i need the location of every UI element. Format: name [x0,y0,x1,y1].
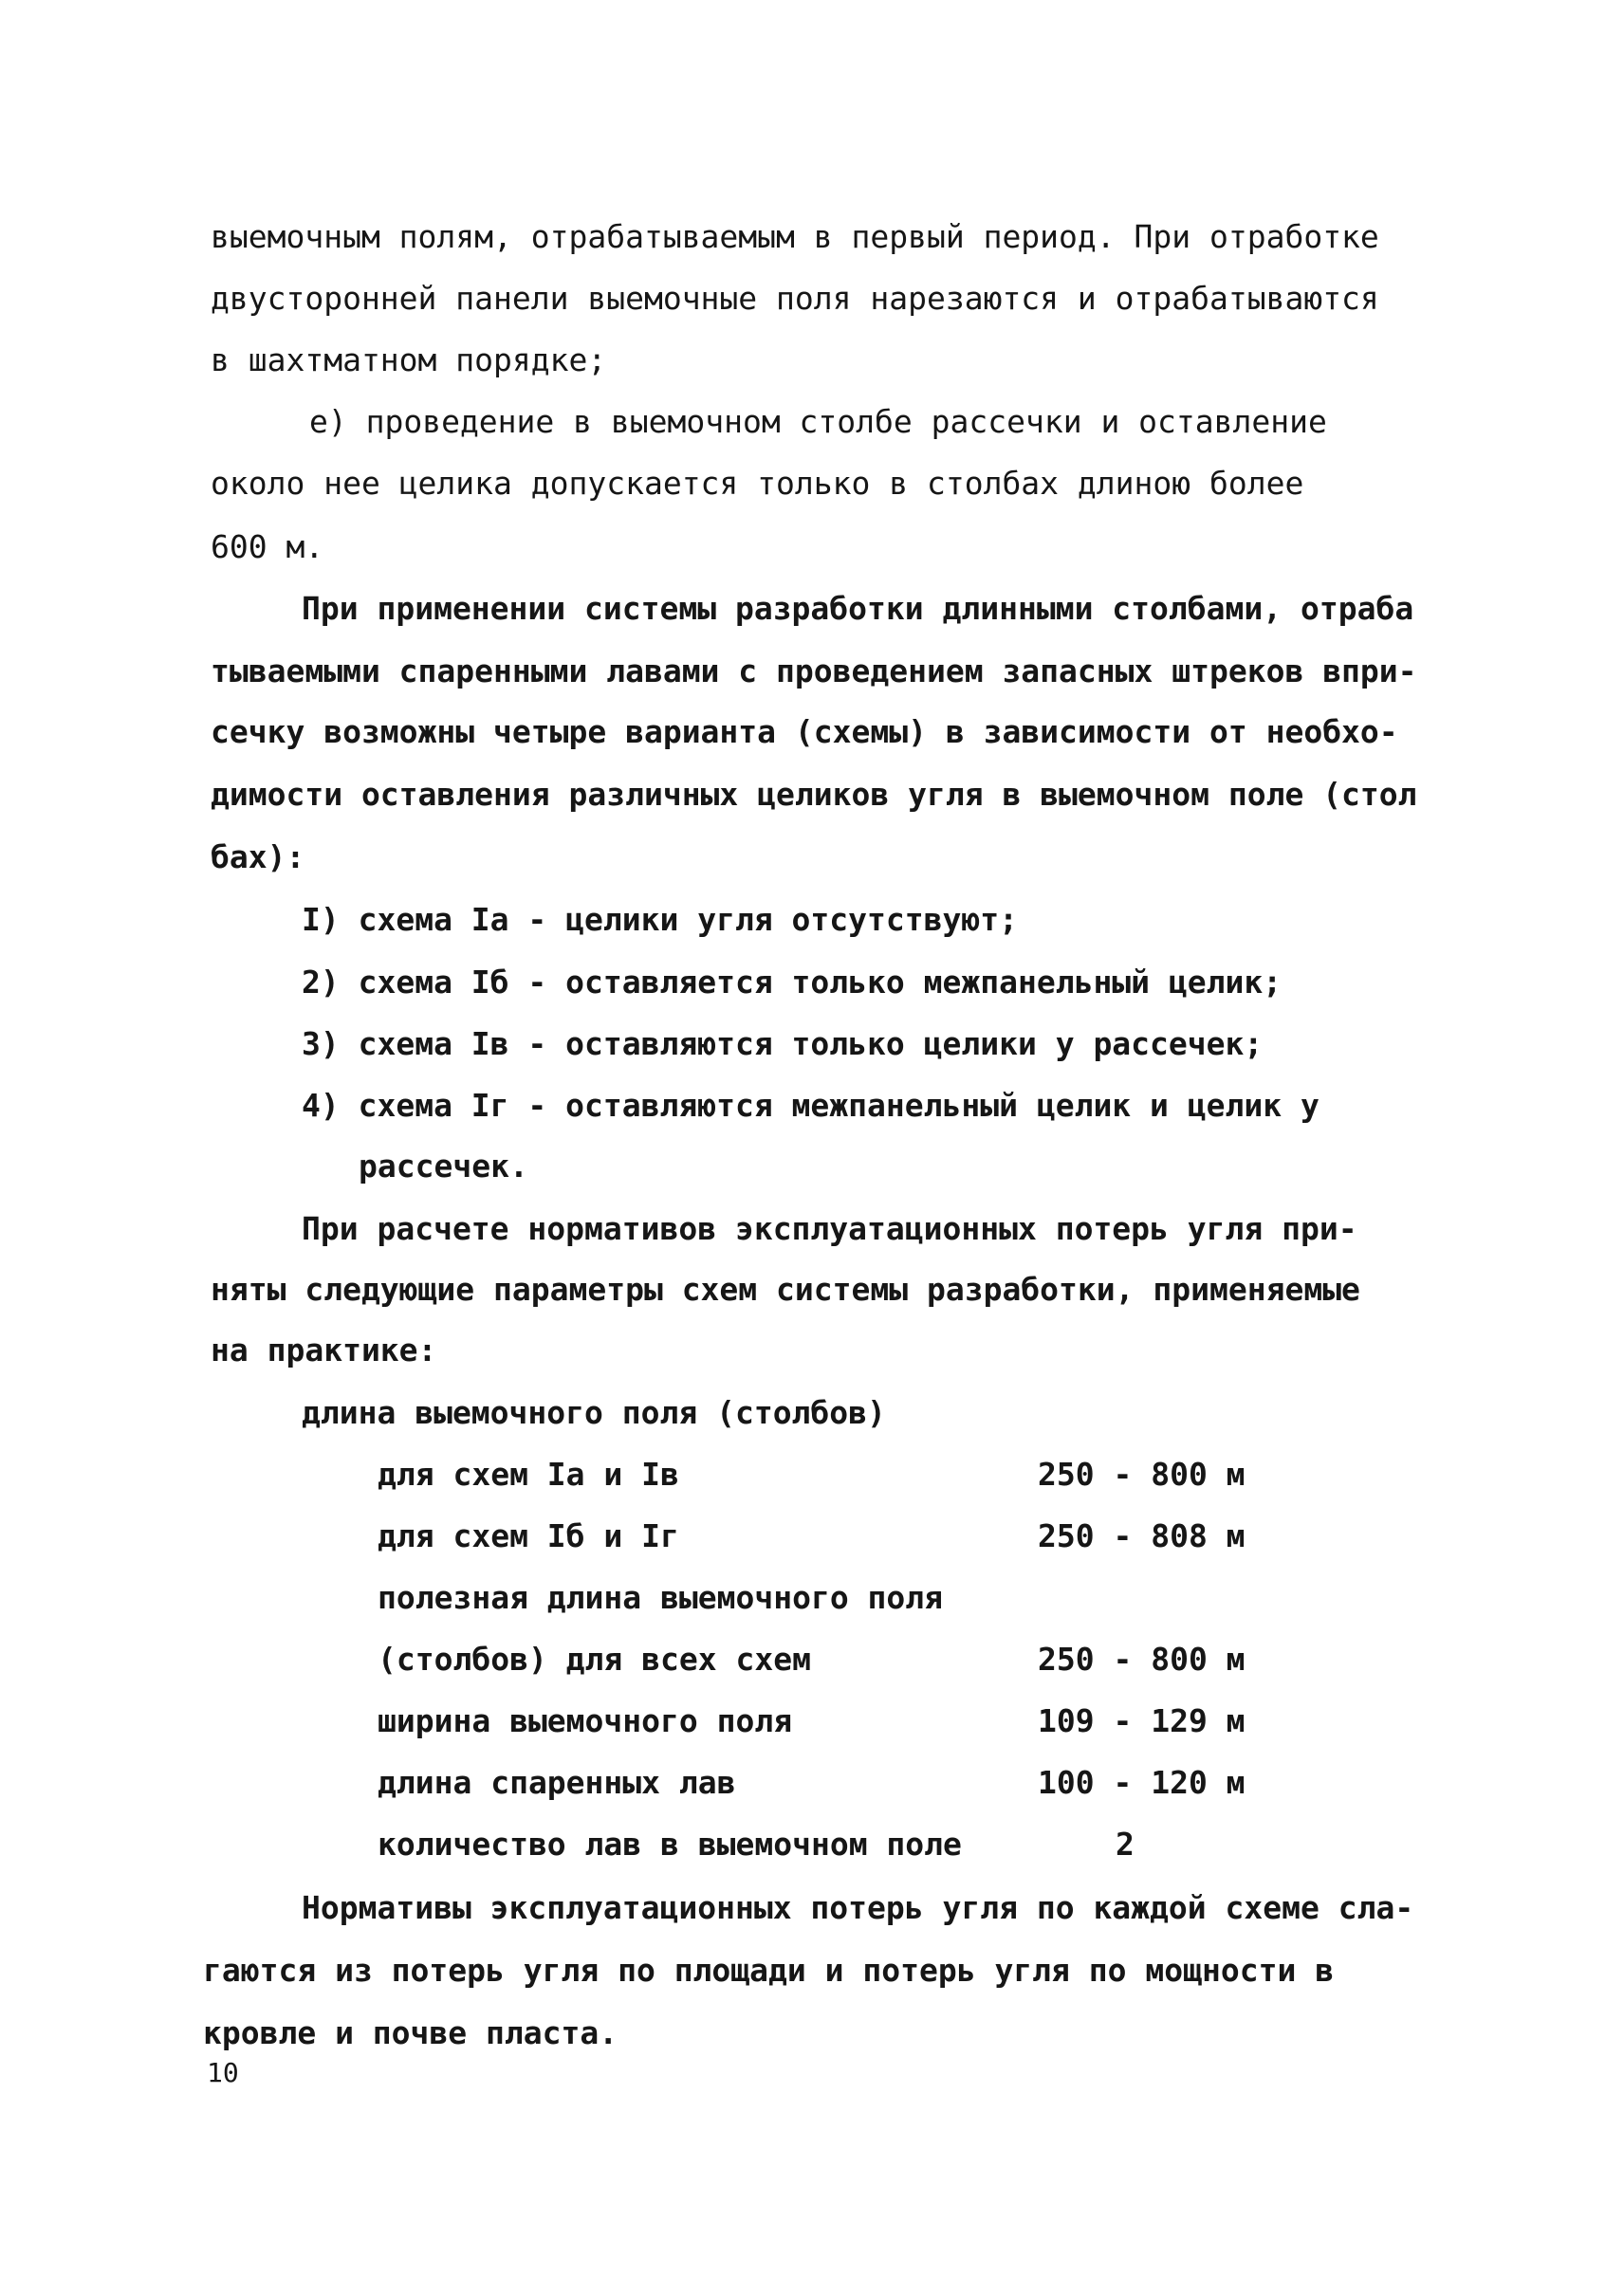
param-label: для схем Iа и Iв [378,1456,679,1493]
list-item-continuation: рассечек. [359,1148,528,1185]
text-line: кровле и почве пласта. [203,2014,618,2051]
text-line: тываемыми спаренными лавами с проведением запасных штреков впри- [211,652,1417,689]
param-value: 250 - 808 м [1038,1517,1246,1554]
text-line: около нее целика допускается только в столбах длиною более [211,465,1304,502]
page-number: 10 [207,2057,239,2088]
param-label: полезная длина выемочного поля [378,1579,944,1616]
text-line: При применении системы разработки длинными столбами, отраба [302,590,1414,627]
text-line: е) проведение в выемочном столбе рассечки и оставление [309,403,1327,440]
param-value: 250 - 800 м [1038,1641,1246,1678]
text-line: При расчете нормативов эксплуатационных потерь угля при- [302,1210,1357,1247]
param-label: (столбов) для всех схем [378,1641,811,1678]
text-line: гаются из потерь угля по площади и потерь угля по мощности в [203,1952,1335,1989]
text-line: двусторонней панели выемочные поля нарезаются и отрабатываются [211,280,1379,317]
list-item: 2) схема Iб - оставляется только межпанельный целик; [302,964,1283,1001]
list-item: 3) схема Iв - оставляются только целики у рассечек; [302,1025,1264,1062]
text-line: длина выемочного поля (столбов) [302,1394,886,1431]
text-line: в шахтматном порядке; [211,341,607,378]
text-line: на практике: [211,1332,437,1368]
text-line: сечку возможны четыре варианта (схемы) в зависимости от необхо- [211,713,1398,750]
param-value: 2 [1116,1826,1135,1863]
list-item: I) схема Iа - целики угля отсутствуют; [302,901,1018,938]
text-line: димости оставления различных целиков угля в выемочном поле (стол [211,776,1417,813]
param-value: 100 - 120 м [1038,1764,1246,1801]
param-value: 250 - 800 м [1038,1456,1246,1493]
param-label: длина спаренных лав [378,1764,736,1801]
param-label: количество лав в выемочном поле [378,1826,962,1863]
param-label: ширина выемочного поля [378,1702,793,1739]
list-item: 4) схема Iг - оставляются межпанельный целик и целик у [302,1087,1320,1124]
text-line: бах): [211,838,305,875]
param-label: для схем Iб и Iг [378,1517,679,1554]
text-line: 600 м. [211,528,324,565]
text-line: няты следующие параметры схем системы разработки, применяемые [211,1271,1360,1308]
text-line: Нормативы эксплуатационных потерь угля по каждой схеме сла- [302,1889,1414,1926]
param-value: 109 - 129 м [1038,1702,1246,1739]
text-line: выемочным полям, отрабатываемым в первый период. При отработке [211,218,1379,255]
